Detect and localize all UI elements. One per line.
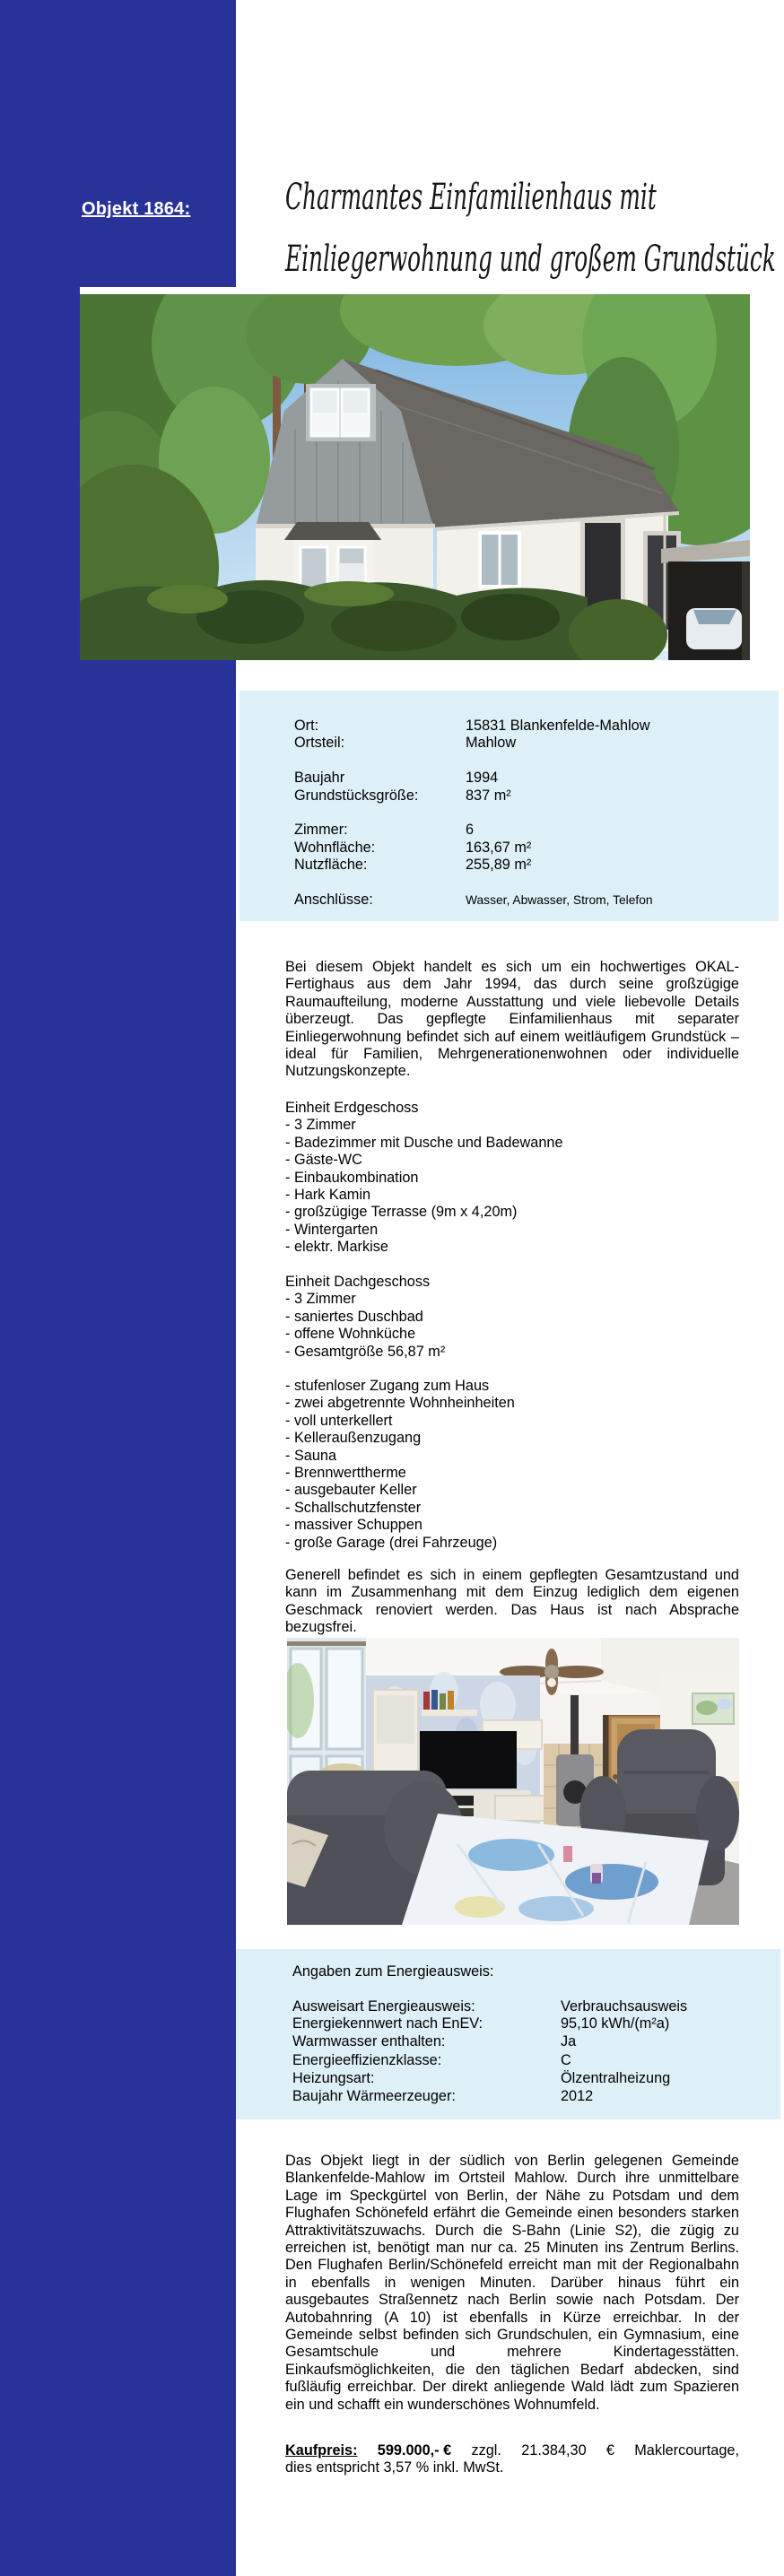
feature-list-item: - ausgebauter Keller	[285, 1482, 417, 1499]
energy-label: Heizungsart:	[292, 2070, 375, 2087]
energy-value: Verbrauchsausweis	[561, 1997, 688, 2015]
fact-label: Ort:	[294, 718, 319, 734]
page-title-line2: Einliegerwohnung und großem Grundstück	[285, 239, 776, 280]
intro-paragraph: Bei diesem Objekt handelt es sich um ein hochwertiges OKAL-Fertighaus aus dem Jahr 1994, das durch seine großzügige Raumaufteilung, moderne Ausstattung und viele liebevolle Details überzeugt. Das gepflegte Einfamilienhaus mit separater Einliegerwohnung befindet sich auf einem weitläufigem Grundstück – ideal für Familien, Mehrgenerationenwohnen oder individuelle Nutzungskonzepte.	[285, 959, 739, 1080]
fact-label: Anschlüsse:	[294, 892, 373, 909]
feature-list-item: - großzügige Terrasse (9m x 4,20m)	[285, 1204, 518, 1221]
courtage-suffix: Maklercourtage,	[634, 2442, 739, 2459]
energy-label: Energieeffizienzklasse:	[292, 2051, 442, 2068]
attic-feature-list	[285, 1291, 739, 1361]
ground-floor-unit-section	[285, 1100, 739, 1257]
feature-list-item: - Kelleraußenzugang	[285, 1430, 422, 1447]
fact-row-grundstueck	[294, 788, 779, 805]
fact-value: 1994	[466, 770, 499, 787]
energy-value: Ja	[561, 2032, 577, 2049]
energy-label: Warmwasser enthalten:	[292, 2032, 446, 2049]
price-line	[285, 2442, 739, 2459]
currency-sign: €	[605, 2442, 614, 2459]
feature-list-item: - große Garage (drei Fahrzeuge)	[285, 1534, 498, 1551]
courtage-amount: 21.384,30	[521, 2442, 587, 2459]
feature-list-item: - Hark Kamin	[285, 1187, 370, 1204]
property-facts-box	[240, 691, 779, 921]
dormer-window	[306, 384, 376, 441]
fact-label: Nutzfläche:	[294, 857, 368, 874]
fact-value: 6	[466, 822, 475, 839]
energy-row-waermeerzeuger	[292, 2088, 780, 2105]
ground-floor-unit-title: Einheit Erdgeschoss	[285, 1100, 419, 1116]
feature-list-item: - Gesamtgröße 56,87 m²	[285, 1343, 446, 1360]
price-amount: 599.000,- €	[377, 2442, 452, 2459]
feature-list-item: - Gäste-WC	[285, 1152, 362, 1169]
energy-value: 95,10 kWh/(m²a)	[561, 2015, 670, 2032]
feature-list-item: - Sauna	[285, 1447, 337, 1464]
energy-row-ausweisart	[292, 1998, 780, 2015]
sidebar-photo-gap	[80, 287, 236, 294]
fact-row-nutzflaeche	[294, 857, 779, 874]
fact-label: Zimmer:	[294, 822, 348, 839]
energy-row-heizungsart	[292, 2070, 780, 2087]
general-feature-list	[285, 1378, 739, 1552]
fact-label: Ortsteil:	[294, 735, 345, 752]
fact-row-anschluesse	[294, 892, 779, 909]
energy-row-warmwasser	[292, 2033, 780, 2050]
price-section	[285, 2442, 739, 2477]
fact-row-wohnflaeche	[294, 840, 779, 857]
price-note: dies entspricht 3,57 % inkl. MwSt.	[285, 2459, 504, 2476]
feature-list-item: - Schallschutzfenster	[285, 1499, 422, 1516]
feature-list-item: - saniertes Duschbad	[285, 1308, 423, 1325]
fact-label: Wohnfläche:	[294, 839, 376, 856]
object-number-label: Objekt 1864:	[82, 199, 191, 219]
fact-value: Wasser, Abwasser, Strom, Telefon	[466, 893, 653, 908]
spacer	[294, 753, 779, 770]
fact-value: 163,67 m²	[466, 839, 532, 856]
fact-value: 837 m²	[466, 787, 511, 804]
fact-label: Grundstücksgröße:	[294, 787, 419, 804]
ground-floor-feature-list	[285, 1117, 739, 1256]
feature-list-item: - massiver Schuppen	[285, 1517, 422, 1534]
feature-list-item: - elektr. Markise	[285, 1239, 388, 1256]
feature-list-item: - 3 Zimmer	[285, 1291, 356, 1308]
fact-row-baujahr	[294, 770, 779, 787]
feature-list-item: - Badezimmer mit Dusche und Badewanne	[285, 1134, 563, 1151]
interior-livingroom-photo	[287, 1638, 739, 1925]
fact-row-ort	[294, 718, 779, 735]
energy-row-kennwert	[292, 2015, 780, 2032]
energy-label: Energiekennwert nach EnEV:	[292, 2015, 483, 2032]
fact-row-zimmer	[294, 822, 779, 839]
energy-box-title: Angaben zum Energieausweis:	[292, 1963, 494, 1980]
attic-unit-section	[285, 1274, 739, 1361]
energy-label: Baujahr Wärmeerzeuger:	[292, 2087, 456, 2104]
feature-list-item: - 3 Zimmer	[285, 1117, 356, 1134]
fact-label: Baujahr	[294, 770, 345, 787]
spacer	[294, 875, 779, 892]
feature-list-item: - Brennwerttherme	[285, 1465, 406, 1482]
exterior-house-photo	[80, 294, 750, 660]
energy-value: Ölzentralheizung	[561, 2070, 671, 2087]
energy-value: C	[561, 2051, 571, 2068]
fact-value: 255,89 m²	[466, 857, 532, 874]
spacer	[294, 805, 779, 822]
attic-unit-title: Einheit Dachgeschoss	[285, 1274, 431, 1290]
fact-value: Mahlow	[466, 735, 517, 752]
energy-value: 2012	[561, 2087, 594, 2104]
fact-value: 15831 Blankenfelde-Mahlow	[466, 718, 650, 734]
energy-row-effizienzklasse	[292, 2052, 780, 2069]
page-title	[285, 167, 776, 291]
price-label: Kaufpreis:	[285, 2442, 358, 2459]
fact-row-ortsteil	[294, 735, 779, 752]
page-title-line1: Charmantes Einfamilienhaus mit	[285, 177, 657, 218]
feature-list-item: - stufenloser Zugang zum Haus	[285, 1378, 490, 1394]
feature-list-item: - Einbaukombination	[285, 1169, 419, 1186]
feature-list-item: - voll unterkellert	[285, 1412, 393, 1429]
exterior-photo-graphic	[80, 294, 750, 660]
energy-label: Ausweisart Energieausweis:	[292, 1997, 475, 2015]
feature-list-item: - offene Wohnküche	[285, 1326, 416, 1343]
feature-list-item: - Wintergarten	[285, 1221, 379, 1238]
feature-list-item: - zwei abgetrennte Wohnheinheiten	[285, 1395, 515, 1412]
price-addition-word: zzgl.	[471, 2442, 501, 2459]
location-paragraph: Das Objekt liegt in der südlich von Berlin gelegenen Gemeinde Blankenfelde-Mahlow im Ortsteil Mahlow. Durch ihre unmittelbare Lage im Speckgürtel von Berlin, der Nähe zu Potsdam und dem Flughafen Schönefeld erfährt die Gemeinde einen besonders starken Attraktivitätszuwachs. Durch die S-Bahn (Linie S2), die zügig zu erreichen ist, benötigt man nur ca. 25 Minuten ins Zentrum Berlins. Den Flughafen Berlin/Schönefeld erreicht man mit der Regionalbahn in ebenfalls in wenigen Minuten. Darüber hinaus führt ein ausgebautes Straßennetz nach Berlin sowie nach Potsdam. Der Autobahnring (A 10) ist ebenfalls in Kürze erreichbar. In der Gemeinde selbst befinden sich Grundschulen, ein Gymnasium, eine Gesamtschule und mehrere Kindertagesstätten. Einkaufsmöglichkeiten, die den täglichen Bedarf abdecken, sind fußläufig erreichbar. Der direkt anliegende Wald lädt zum Spazieren ein und schafft ein wunderschönes Wohnumfeld.	[285, 2153, 739, 2413]
condition-paragraph: Generell befindet es sich in einem gepflegten Gesamtzustand und kann im Zusammenhang mit dem Einzug lediglich dem eigenen Geschmack renoviert werden. Das Haus ist nach Absprache bezugsfrei.	[285, 1567, 739, 1636]
energy-certificate-box	[236, 1949, 780, 2119]
interior-photo-graphic	[287, 1638, 739, 1925]
